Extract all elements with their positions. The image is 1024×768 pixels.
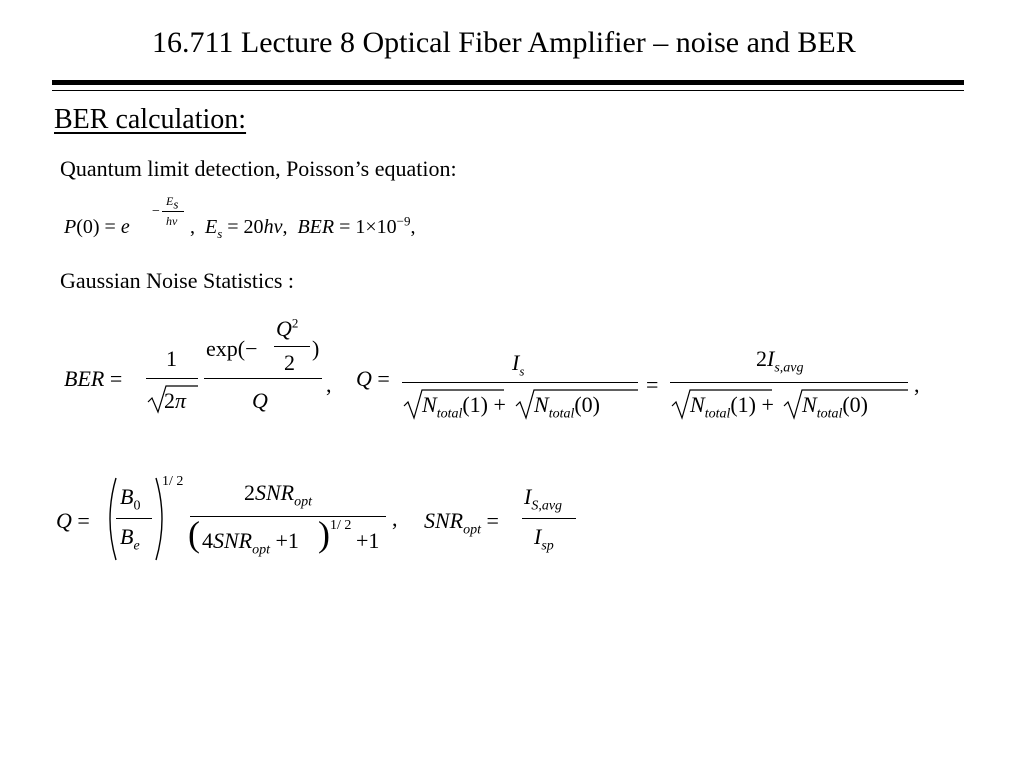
title-rule-thick [52, 80, 964, 85]
slide-title: 16.711 Lecture 8 Optical Fiber Amplifier – noise and BER [152, 26, 856, 59]
section-heading: BER calculation: [54, 104, 247, 135]
gaussian-noise-label: Gaussian Noise Statistics : [60, 268, 295, 293]
quantum-limit-label: Quantum limit detection, Poisson’s equation: [60, 156, 457, 181]
title-rule-thin [52, 90, 964, 91]
